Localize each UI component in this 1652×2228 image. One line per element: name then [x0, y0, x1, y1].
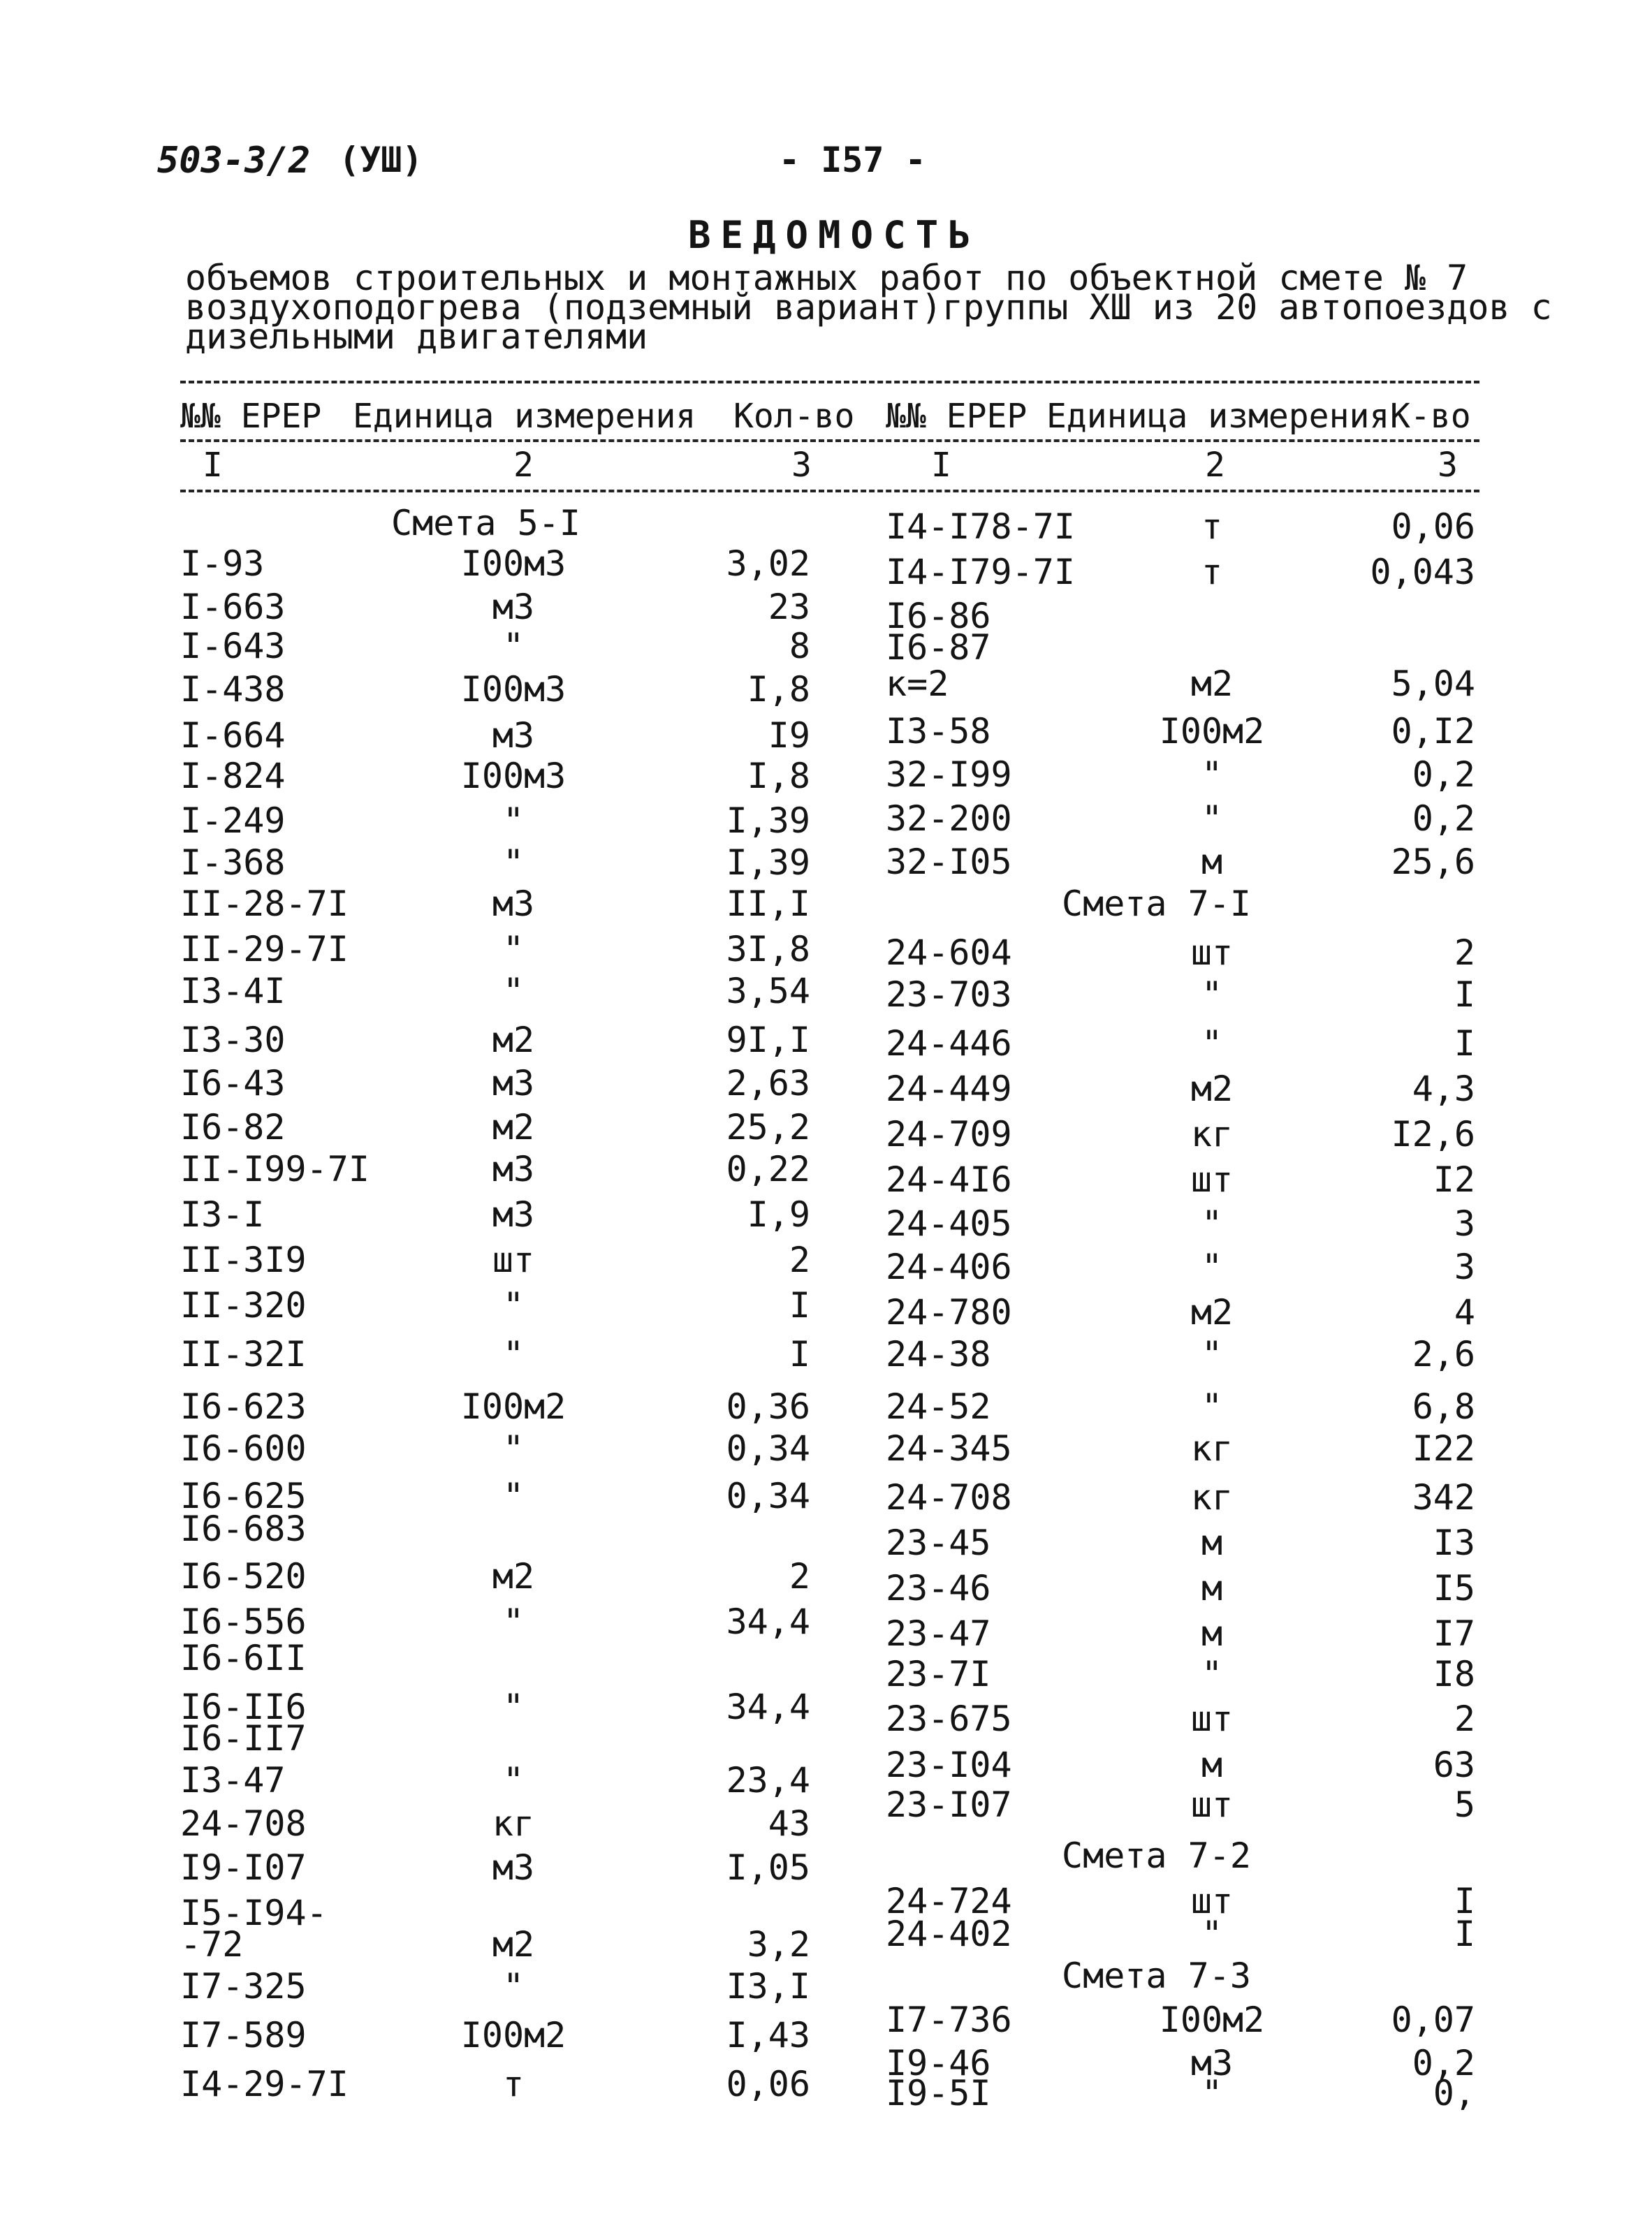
- row-quantity: II,I: [726, 884, 810, 924]
- row-code: I3-58: [886, 711, 991, 752]
- row-code: 32-I05: [886, 842, 1012, 882]
- right-colnum-1: I: [931, 446, 951, 485]
- row-quantity: I22: [1412, 1428, 1475, 1469]
- row-code: 23-47: [886, 1613, 991, 1654]
- row-unit: ": [502, 1687, 525, 1727]
- row-unit: I00м3: [460, 669, 566, 710]
- row-unit: ": [1201, 1247, 1223, 1287]
- row-unit: кг: [1190, 1428, 1234, 1469]
- row-code: 23-I07: [886, 1784, 1012, 1825]
- row-code: 23-703: [886, 974, 1012, 1015]
- row-code: I6-625: [180, 1476, 307, 1516]
- row-quantity: 0,: [1433, 2073, 1475, 2113]
- row-code: 24-405: [886, 1203, 1012, 1244]
- row-quantity: 2,6: [1412, 1334, 1475, 1375]
- smeta-heading: Смета 7-I: [1062, 884, 1251, 924]
- row-code: I6-86: [886, 596, 991, 636]
- row-unit: кг: [492, 1803, 535, 1844]
- row-code: I6-43: [180, 1063, 286, 1104]
- row-unit: м: [1201, 1568, 1223, 1608]
- row-quantity: I,8: [747, 756, 810, 796]
- row-unit: м3: [1190, 2043, 1234, 2083]
- row-unit: ": [502, 1285, 525, 1326]
- left-colnum-3: 3: [791, 446, 812, 485]
- row-code: I6-520: [180, 1556, 307, 1597]
- row-code: I9-5I: [886, 2073, 991, 2113]
- row-code: I6-II6: [180, 1687, 307, 1727]
- row-code: 24-402: [886, 1914, 1012, 1954]
- row-unit: м2: [492, 1020, 535, 1060]
- row-quantity: I: [789, 1334, 810, 1375]
- row-code: -72: [180, 1924, 244, 1965]
- row-unit: ": [502, 842, 525, 883]
- table-top-rule: [180, 381, 1479, 383]
- row-code: 24-38: [886, 1334, 991, 1375]
- row-quantity: 2: [789, 1556, 810, 1597]
- row-unit: м3: [492, 884, 535, 924]
- row-quantity: 3,54: [726, 971, 810, 1011]
- row-unit: ": [502, 929, 525, 969]
- row-unit: м2: [1190, 1069, 1234, 1109]
- row-quantity: 342: [1412, 1477, 1475, 1518]
- row-unit: ": [1201, 1914, 1223, 1954]
- row-code: I-368: [180, 842, 286, 883]
- row-unit: ": [1201, 1386, 1223, 1427]
- row-quantity: 0,07: [1391, 2000, 1475, 2040]
- row-unit: м: [1201, 1745, 1223, 1785]
- left-header-unit: Единица измерения: [353, 397, 696, 436]
- row-quantity: I: [1454, 1023, 1475, 1064]
- row-code: I3-4I: [180, 971, 286, 1011]
- row-code: I6-87: [886, 627, 991, 668]
- row-unit: м2: [492, 1924, 535, 1965]
- right-header-unit: Единица измерения: [1046, 397, 1390, 436]
- row-unit: I00м3: [460, 756, 566, 796]
- row-quantity: I: [1454, 1914, 1475, 1954]
- row-code: 24-709: [886, 1114, 1012, 1155]
- section-label: (УШ): [339, 140, 423, 180]
- row-code: 23-45: [886, 1523, 991, 1563]
- subtitle-line-2: воздухоподогрева (подземный вариант)группы XШ из 20 автопоездов с: [185, 287, 1552, 328]
- row-quantity: I2: [1433, 1159, 1475, 1200]
- row-quantity: 2: [789, 1240, 810, 1280]
- row-code: I3-30: [180, 1020, 286, 1060]
- row-unit: шт: [492, 1240, 535, 1280]
- row-code: I7-325: [180, 1966, 307, 2007]
- row-quantity: 34,4: [726, 1687, 810, 1727]
- row-unit: I00м3: [460, 543, 566, 584]
- row-code: I-438: [180, 669, 286, 710]
- subtitle-line-3: дизельными двигателями: [185, 316, 648, 357]
- document-title: ВЕДОМОСТЬ: [688, 213, 981, 257]
- smeta-heading: Смета 7-3: [1062, 1956, 1251, 1996]
- row-quantity: 0,22: [726, 1149, 810, 1189]
- row-code: I7-736: [886, 2000, 1012, 2040]
- row-code: I6-623: [180, 1386, 307, 1427]
- row-unit: шт: [1190, 1159, 1234, 1200]
- row-unit: т: [502, 2064, 525, 2104]
- row-quantity: I: [1454, 1881, 1475, 1921]
- row-code: I3-I: [180, 1194, 265, 1235]
- row-unit: м3: [492, 1847, 535, 1888]
- left-colnum-2: 2: [513, 446, 534, 485]
- right-colnum-2: 2: [1205, 446, 1225, 485]
- row-quantity: 0,2: [1412, 798, 1475, 839]
- row-quantity: 0,06: [1391, 506, 1475, 547]
- row-code: 23-7I: [886, 1654, 991, 1694]
- row-code: I6-82: [180, 1107, 286, 1148]
- row-code: I-663: [180, 587, 286, 627]
- row-quantity: 0,36: [726, 1386, 810, 1427]
- row-quantity: 0,2: [1412, 754, 1475, 795]
- row-quantity: 6,8: [1412, 1386, 1475, 1427]
- row-code: I6-II7: [180, 1718, 307, 1759]
- row-unit: м3: [492, 715, 535, 756]
- row-quantity: 23: [768, 587, 810, 627]
- row-code: II-32I: [180, 1334, 307, 1375]
- row-code: I6-600: [180, 1428, 307, 1469]
- row-code: I-824: [180, 756, 286, 796]
- row-unit: т: [1201, 506, 1223, 547]
- row-quantity: 8: [789, 626, 810, 666]
- row-quantity: I2,6: [1391, 1114, 1475, 1155]
- row-unit: ": [1201, 754, 1223, 795]
- row-code: II-29-7I: [180, 929, 349, 969]
- row-unit: м2: [1190, 664, 1234, 704]
- row-quantity: 3: [1454, 1203, 1475, 1244]
- row-quantity: 25,6: [1391, 842, 1475, 882]
- row-code: I6-556: [180, 1602, 307, 1642]
- row-quantity: 3,2: [747, 1924, 810, 1965]
- right-header-qty: К-во: [1390, 397, 1471, 436]
- row-code: 24-604: [886, 932, 1012, 973]
- row-unit: I00м2: [460, 2015, 566, 2055]
- row-unit: ": [502, 1428, 525, 1469]
- row-code: 24-52: [886, 1386, 991, 1427]
- row-quantity: 3: [1454, 1247, 1475, 1287]
- row-code: II-3I9: [180, 1240, 307, 1280]
- left-colnum-1: I: [203, 446, 223, 485]
- row-unit: ": [502, 971, 525, 1011]
- row-unit: ": [502, 1602, 525, 1642]
- document-code: 503-3/2: [157, 140, 311, 182]
- row-quantity: I,8: [747, 669, 810, 710]
- row-quantity: I,39: [726, 842, 810, 883]
- row-code: II-320: [180, 1285, 307, 1326]
- row-unit: м: [1201, 842, 1223, 882]
- row-code: 24-724: [886, 1881, 1012, 1921]
- row-quantity: I,05: [726, 1847, 810, 1888]
- row-unit: ": [1201, 1334, 1223, 1375]
- row-code: 24-446: [886, 1023, 1012, 1064]
- row-unit: ": [1201, 1203, 1223, 1244]
- row-unit: шт: [1190, 1784, 1234, 1825]
- smeta-heading: Смета 7-2: [1062, 1835, 1251, 1876]
- row-unit: т: [1201, 552, 1223, 592]
- row-code: 24-780: [886, 1292, 1012, 1333]
- row-quantity: 0,06: [726, 2064, 810, 2104]
- left-header-qty: Кол-во: [733, 397, 855, 436]
- row-unit: ": [502, 1760, 525, 1801]
- left-header-code: №№ ЕРЕР: [180, 397, 322, 436]
- row-code: 24-4I6: [886, 1159, 1012, 1200]
- row-quantity: 34,4: [726, 1602, 810, 1642]
- row-unit: ": [1201, 2073, 1223, 2113]
- row-code: I7-589: [180, 2015, 307, 2055]
- row-unit: ": [1201, 1023, 1223, 1064]
- row-quantity: 2: [1454, 932, 1475, 973]
- row-code: 24-345: [886, 1428, 1012, 1469]
- row-quantity: 2,63: [726, 1063, 810, 1104]
- row-unit: м3: [492, 587, 535, 627]
- row-unit: ": [1201, 974, 1223, 1015]
- row-unit: I00м2: [1159, 2000, 1265, 2040]
- row-unit: м2: [1190, 1292, 1234, 1333]
- row-code: II-28-7I: [180, 884, 349, 924]
- row-unit: ": [502, 1966, 525, 2007]
- row-code: I4-I78-7I: [886, 506, 1075, 547]
- row-unit: ": [502, 626, 525, 666]
- row-quantity: 0,34: [726, 1428, 810, 1469]
- row-code: I3-47: [180, 1760, 286, 1801]
- row-quantity: I: [789, 1285, 810, 1326]
- row-code: I-664: [180, 715, 286, 756]
- row-quantity: 43: [768, 1803, 810, 1844]
- row-unit: кг: [1190, 1477, 1234, 1518]
- row-code: I4-I79-7I: [886, 552, 1075, 592]
- row-quantity: 5: [1454, 1784, 1475, 1825]
- row-code: I6-683: [180, 1509, 307, 1549]
- row-quantity: 63: [1433, 1745, 1475, 1785]
- row-code: II-I99-7I: [180, 1149, 370, 1189]
- row-code: 24-708: [180, 1803, 307, 1844]
- right-header-code: №№ ЕРЕР: [886, 397, 1028, 436]
- row-code: 24-406: [886, 1247, 1012, 1287]
- row-quantity: I,43: [726, 2015, 810, 2055]
- row-unit: ": [1201, 798, 1223, 839]
- row-unit: кг: [1190, 1114, 1234, 1155]
- header-rule: [180, 439, 1479, 442]
- row-quantity: 25,2: [726, 1107, 810, 1148]
- row-quantity: I3: [1433, 1523, 1475, 1563]
- row-quantity: 0,34: [726, 1476, 810, 1516]
- row-unit: м3: [492, 1149, 535, 1189]
- row-code: I-93: [180, 543, 265, 584]
- row-quantity: 0,I2: [1391, 711, 1475, 752]
- row-quantity: I5: [1433, 1568, 1475, 1608]
- row-quantity: I3,I: [726, 1966, 810, 2007]
- row-quantity: 4,3: [1412, 1069, 1475, 1109]
- row-code: 24-449: [886, 1069, 1012, 1109]
- row-quantity: I8: [1433, 1654, 1475, 1694]
- row-unit: ": [502, 1476, 525, 1516]
- row-code: 23-675: [886, 1699, 1012, 1739]
- row-code: I5-I94-: [180, 1893, 328, 1933]
- row-unit: I00м2: [1159, 711, 1265, 752]
- row-code: I4-29-7I: [180, 2064, 349, 2104]
- row-code: к=2: [886, 664, 949, 704]
- subtitle-line-1: объемов строительных и монтажных работ по объектной смете № 7: [185, 258, 1468, 298]
- row-unit: шт: [1190, 1881, 1234, 1921]
- page-number: - I57 -: [779, 140, 926, 180]
- row-unit: шт: [1190, 1699, 1234, 1739]
- row-quantity: 3I,8: [726, 929, 810, 969]
- row-code: 23-I04: [886, 1745, 1012, 1785]
- row-quantity: 0,043: [1370, 552, 1475, 592]
- row-unit: м3: [492, 1194, 535, 1235]
- row-quantity: 5,04: [1391, 664, 1475, 704]
- row-unit: I00м2: [460, 1386, 566, 1427]
- column-number-rule: [180, 490, 1479, 492]
- row-code: 32-I99: [886, 754, 1012, 795]
- row-code: I9-46: [886, 2043, 991, 2083]
- row-code: I6-6II: [180, 1638, 307, 1678]
- row-quantity: 9I,I: [726, 1020, 810, 1060]
- row-unit: м2: [492, 1556, 535, 1597]
- row-unit: м: [1201, 1523, 1223, 1563]
- row-code: I-643: [180, 626, 286, 666]
- row-quantity: I7: [1433, 1613, 1475, 1654]
- row-unit: ": [1201, 1654, 1223, 1694]
- row-quantity: 2: [1454, 1699, 1475, 1739]
- row-code: I-249: [180, 800, 286, 841]
- row-quantity: 3,02: [726, 543, 810, 584]
- row-code: 24-708: [886, 1477, 1012, 1518]
- row-code: 23-46: [886, 1568, 991, 1608]
- right-colnum-3: 3: [1438, 446, 1458, 485]
- row-quantity: I,39: [726, 800, 810, 841]
- row-unit: ": [502, 800, 525, 841]
- row-quantity: I9: [768, 715, 810, 756]
- row-code: I9-I07: [180, 1847, 307, 1888]
- row-quantity: 23,4: [726, 1760, 810, 1801]
- row-unit: ": [502, 1334, 525, 1375]
- row-quantity: 0,2: [1412, 2043, 1475, 2083]
- row-quantity: I,9: [747, 1194, 810, 1235]
- row-quantity: I: [1454, 974, 1475, 1015]
- row-code: 32-200: [886, 798, 1012, 839]
- row-unit: м2: [492, 1107, 535, 1148]
- row-unit: шт: [1190, 932, 1234, 973]
- row-unit: м3: [492, 1063, 535, 1104]
- row-quantity: 4: [1454, 1292, 1475, 1333]
- row-unit: м: [1201, 1613, 1223, 1654]
- smeta-heading: Смета 5-I: [391, 503, 580, 543]
